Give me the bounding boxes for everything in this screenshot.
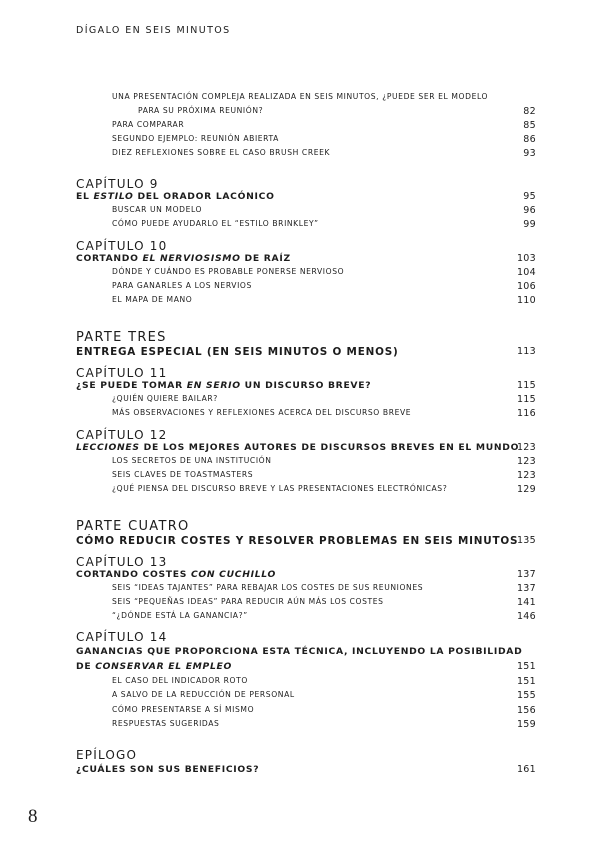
toc-text: ¿QUIÉN QUIERE BAILAR?: [112, 394, 218, 403]
toc-text: SEGUNDO EJEMPLO: REUNIÓN ABIERTA: [112, 134, 279, 143]
toc-text: [76, 442, 519, 453]
page-number: 8: [28, 806, 38, 827]
toc-text: CAPÍTULO 9: [76, 177, 159, 191]
toc-page-number: 123: [516, 470, 536, 481]
title-text: GANANCIAS QUE PROPORCIONA ESTA TÉCNICA, INCLUYENDO LA POSIBILIDAD: [76, 646, 523, 657]
title-text: DE: [76, 661, 96, 672]
toc-chapter-title: [0, 535, 600, 549]
toc-page-number: 155: [516, 690, 536, 701]
toc-page-number: 123: [516, 442, 536, 453]
toc-page-number: 86: [523, 134, 536, 145]
toc-chapter-title: [0, 661, 600, 675]
toc-text: CAPÍTULO 13: [76, 555, 168, 569]
toc-chapter-title: [0, 764, 600, 778]
toc-text: UNA PRESENTACIÓN COMPLEJA REALIZADA EN SEIS MINUTOS, ¿PUEDE SER EL MODELO: [112, 92, 489, 101]
title-emphasis: EL NERVIOSISMO: [142, 253, 241, 264]
toc-page-number: 159: [516, 719, 536, 730]
title-emphasis: CON CUCHILLO: [190, 569, 277, 580]
toc-entry: [0, 705, 600, 719]
toc-page-number: 96: [523, 205, 536, 216]
toc-entry: [0, 219, 600, 233]
toc-entry: [0, 134, 600, 148]
toc-entry: [0, 92, 600, 106]
toc-page-number: 99: [523, 219, 536, 230]
toc-heading: [0, 555, 600, 569]
toc-entry: [0, 583, 600, 597]
toc-text: LOS SECRETOS DE UNA INSTITUCIÓN: [112, 456, 272, 465]
title-text: DE RAÍZ: [240, 253, 291, 264]
toc-page-number: 135: [516, 535, 536, 546]
title-text: CÓMO REDUCIR COSTES Y RESOLVER PROBLEMAS EN SEIS MINUTOS: [76, 535, 519, 547]
toc-entry: [0, 470, 600, 484]
toc-entry: [0, 690, 600, 704]
toc-entry: [0, 611, 600, 625]
toc-heading: [0, 748, 600, 762]
toc-page-number: 116: [516, 408, 536, 419]
toc-text: CÓMO PUEDE AYUDARLO EL “ESTILO BRINKLEY”: [112, 219, 319, 228]
toc-entry: [0, 106, 600, 120]
toc-chapter-title: [0, 253, 600, 267]
toc-chapter-title: [0, 646, 600, 660]
toc-page-number: 115: [516, 394, 536, 405]
toc-text: PARTE CUATRO: [76, 519, 190, 534]
toc-page-number: 156: [516, 705, 536, 716]
toc-text: PARA SU PRÓXIMA REUNIÓN?: [138, 106, 264, 115]
toc-text: “¿DÓNDE ESTÁ LA GANANCIA?”: [112, 611, 248, 620]
toc-text: EL CASO DEL INDICADOR ROTO: [112, 676, 248, 685]
toc-entry: [0, 394, 600, 408]
toc-text: CAPÍTULO 12: [76, 428, 168, 442]
toc-entry: [0, 456, 600, 470]
toc-heading: [0, 330, 600, 344]
toc-heading: [0, 519, 600, 533]
toc-page-number: 103: [516, 253, 536, 264]
toc-text: [76, 661, 232, 672]
toc-text: ¿QUÉ PIENSA DEL DISCURSO BREVE Y LAS PRESENTACIONES ELECTRÓNICAS?: [112, 484, 448, 493]
toc-entry: [0, 676, 600, 690]
toc-chapter-title: [0, 346, 600, 360]
toc-page-number: 146: [516, 611, 536, 622]
toc-page-number: 113: [516, 346, 536, 357]
toc-chapter-title: [0, 569, 600, 583]
toc-entry: [0, 267, 600, 281]
toc-page-number: 82: [523, 106, 536, 117]
toc-entry: [0, 408, 600, 422]
title-text: CORTANDO: [76, 253, 143, 264]
toc-heading: [0, 428, 600, 442]
toc-entry: [0, 205, 600, 219]
toc-text: CAPÍTULO 11: [76, 366, 168, 380]
toc-text: DÓNDE Y CUÁNDO ES PROBABLE PONERSE NERVIOSO: [112, 267, 345, 276]
toc-text: [76, 764, 259, 775]
toc-heading: [0, 239, 600, 253]
toc-text: SEIS “IDEAS TAJANTES” PARA REBAJAR LOS COSTES DE SUS REUNIONES: [112, 583, 424, 592]
title-emphasis: EN SERIO: [186, 380, 241, 391]
toc-text: [76, 535, 518, 547]
toc-entry: [0, 120, 600, 134]
title-text: UN DISCURSO BREVE?: [240, 380, 372, 391]
toc-text: PARA COMPARAR: [112, 120, 185, 129]
toc-entry: [0, 719, 600, 733]
toc-text: PARTE TRES: [76, 330, 167, 345]
toc-text: [76, 380, 371, 391]
toc-chapter-title: [0, 191, 600, 205]
toc-page-number: 141: [516, 597, 536, 608]
toc-entry: [0, 484, 600, 498]
title-text: ¿CUÁLES SON SUS BENEFICIOS?: [76, 764, 260, 775]
toc-page-number: 123: [516, 456, 536, 467]
toc-text: A SALVO DE LA REDUCCIÓN DE PERSONAL: [112, 690, 295, 699]
toc-heading: [0, 177, 600, 191]
toc-page-number: 85: [523, 120, 536, 131]
toc-entry: [0, 597, 600, 611]
title-emphasis: CONSERVAR EL EMPLEO: [95, 661, 233, 672]
toc-page-number: 93: [523, 148, 536, 159]
toc-page-number: 110: [516, 295, 536, 306]
toc-page-number: 161: [516, 764, 536, 775]
toc-text: DIEZ REFLEXIONES SOBRE EL CASO BRUSH CREEK: [112, 148, 331, 157]
toc-page-number: 115: [516, 380, 536, 391]
toc-text: [76, 191, 275, 202]
toc-page-number: 137: [516, 583, 536, 594]
toc-entry: [0, 295, 600, 309]
toc-page-number: 106: [516, 281, 536, 292]
toc-heading: [0, 630, 600, 644]
toc-entry: [0, 281, 600, 295]
title-emphasis: ESTILO: [93, 191, 134, 202]
toc-page-number: 129: [516, 484, 536, 495]
title-text: DEL ORADOR LACÓNICO: [133, 191, 275, 202]
toc-text: CÓMO PRESENTARSE A SÍ MISMO: [112, 705, 255, 714]
toc-text: [76, 253, 291, 264]
toc-text: [76, 346, 399, 358]
toc-text: SEIS “PEQUEÑAS IDEAS” PARA REDUCIR AÚN MÁS LOS COSTES: [112, 597, 384, 606]
toc-text: EPÍLOGO: [76, 748, 138, 762]
running-header: DÍGALO EN SEIS MINUTOS: [76, 25, 231, 36]
toc-text: RESPUESTAS SUGERIDAS: [112, 719, 220, 728]
title-emphasis: LECCIONES: [76, 442, 140, 453]
toc-text: SEIS CLAVES DE TOASTMASTERS: [112, 470, 254, 479]
toc-text: MÁS OBSERVACIONES Y REFLEXIONES ACERCA DEL DISCURSO BREVE: [112, 408, 412, 417]
title-text: ¿SE PUEDE TOMAR: [76, 380, 187, 391]
toc-page-number: 137: [516, 569, 536, 580]
title-text: EL: [76, 191, 94, 202]
toc-text: [76, 646, 522, 657]
toc-entry: [0, 148, 600, 162]
toc-text: [76, 569, 276, 580]
toc-page-number: 95: [523, 191, 536, 202]
toc-page-number: 151: [516, 676, 536, 687]
toc-chapter-title: [0, 380, 600, 394]
toc-text: PARA GANARLES A LOS NERVIOS: [112, 281, 252, 290]
toc-heading: [0, 366, 600, 380]
title-text: ENTREGA ESPECIAL (EN SEIS MINUTOS O MENOS): [76, 346, 399, 358]
toc-text: CAPÍTULO 10: [76, 239, 168, 253]
toc-text: CAPÍTULO 14: [76, 630, 168, 644]
toc-text: EL MAPA DE MANO: [112, 295, 193, 304]
title-text: DE LOS MEJORES AUTORES DE DISCURSOS BREVES EN EL MUNDO: [139, 442, 520, 453]
toc-page-number: 104: [516, 267, 536, 278]
toc-text: BUSCAR UN MODELO: [112, 205, 203, 214]
title-text: CORTANDO COSTES: [76, 569, 191, 580]
toc-chapter-title: [0, 442, 600, 456]
toc-page-number: 151: [516, 661, 536, 672]
